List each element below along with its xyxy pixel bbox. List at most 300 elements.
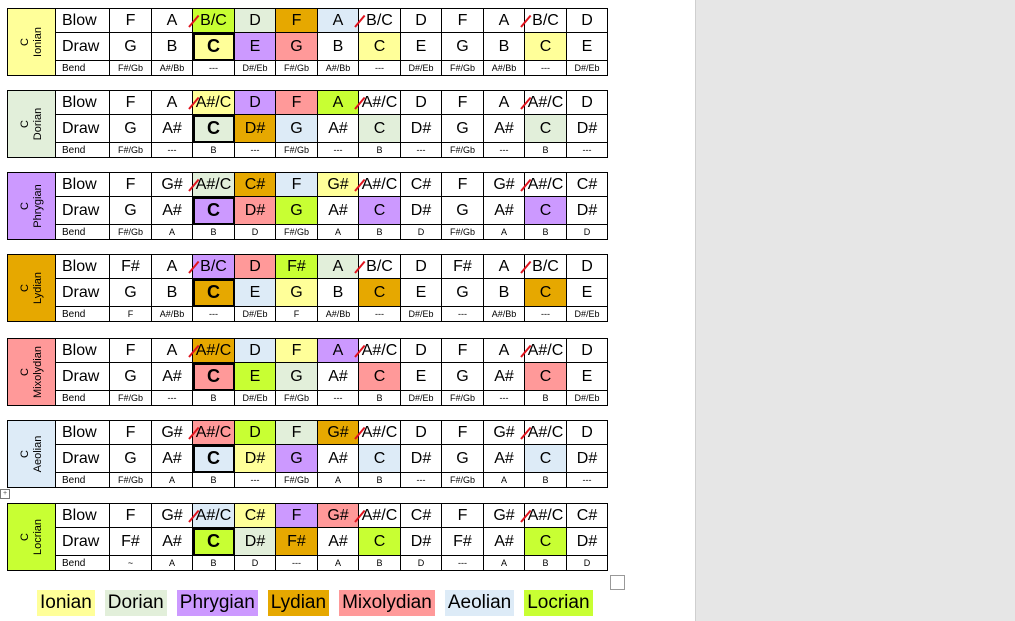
bend-hole-9: F#/Gb [442,143,484,158]
blow-hole-7: A#/C [359,173,401,197]
draw-hole-7: C [359,33,401,61]
bend-hole-3: B [193,556,235,571]
draw-hole-12: D# [567,445,608,473]
bend-hole-3: B [193,391,235,406]
bend-hole-1: ~ [110,556,152,571]
blow-hole-5: F# [276,255,318,279]
draw-hole-5: G [276,279,318,307]
blow-hole-7: B/C [359,255,401,279]
draw-hole-6: A# [318,528,359,556]
blow-hole-4: D [235,421,276,445]
mode-name-cell [8,339,56,406]
bend-hole-9: F#/Gb [442,391,484,406]
mode-name-label [19,108,45,140]
draw-hole-11: C [525,197,567,225]
mode-key-note: C [18,368,31,376]
blow-hole-6: G# [318,504,359,528]
blow-hole-6: A [318,255,359,279]
blow-label: Blow [56,9,110,33]
mode-name-label [19,346,45,398]
draw-label: Draw [56,279,110,307]
bend-hole-9: F#/Gb [442,225,484,240]
draw-hole-5: G [276,363,318,391]
blow-hole-10: A [484,255,525,279]
draw-hole-11: C [525,115,567,143]
draw-hole-12: D# [567,115,608,143]
blow-hole-4: D [235,91,276,115]
bend-label: Bend [56,61,110,76]
draw-row [8,197,608,225]
bend-hole-2: A [152,556,193,571]
blow-hole-4: C# [235,173,276,197]
draw-label: Draw [56,363,110,391]
draw-hole-3: C [193,115,235,143]
bend-hole-3: B [193,473,235,488]
blow-hole-12: D [567,9,608,33]
draw-hole-3: C [193,363,235,391]
blow-row [8,421,608,445]
mode-key-note: C [18,450,31,458]
mode-key-note: C [18,284,31,292]
bend-hole-3: B [193,225,235,240]
bend-hole-5: F#/Gb [276,143,318,158]
mode-name: Ionian [31,27,44,57]
draw-hole-12: D# [567,528,608,556]
blow-hole-1: F# [110,255,152,279]
draw-hole-10: A# [484,528,525,556]
draw-hole-11: C [525,363,567,391]
blow-hole-1: F [110,9,152,33]
draw-hole-10: A# [484,115,525,143]
draw-hole-6: B [318,33,359,61]
draw-hole-1: G [110,197,152,225]
mode-name: Phrygian [31,184,44,228]
draw-hole-4: D# [235,197,276,225]
blow-hole-5: F [276,504,318,528]
bend-hole-8: --- [401,473,442,488]
bend-label: Bend [56,473,110,488]
blow-hole-11: A#/C [525,173,567,197]
legend-lydian: Lydian [268,590,329,616]
draw-hole-11: C [525,33,567,61]
draw-hole-11: C [525,279,567,307]
draw-hole-7: C [359,363,401,391]
bend-hole-1: F#/Gb [110,143,152,158]
bend-hole-5: F#/Gb [276,225,318,240]
draw-hole-2: B [152,279,193,307]
blow-hole-2: G# [152,173,193,197]
mode-key-note: C [18,533,31,541]
blow-hole-6: A [318,91,359,115]
draw-hole-5: G [276,445,318,473]
draw-hole-3: C [193,33,235,61]
mode-name-label [19,519,45,555]
draw-hole-9: G [442,445,484,473]
bend-hole-12: --- [567,143,608,158]
draw-hole-9: G [442,197,484,225]
blow-hole-9: F [442,339,484,363]
mode-table-aeolian [7,420,608,488]
draw-hole-10: A# [484,363,525,391]
draw-label: Draw [56,33,110,61]
blow-hole-3: B/C [193,255,235,279]
bend-hole-6: A [318,556,359,571]
mode-key-note: C [18,120,31,128]
legend-aeolian: Aeolian [445,590,514,616]
bend-hole-3: --- [193,61,235,76]
bend-hole-1: F [110,307,152,322]
blow-hole-7: A#/C [359,421,401,445]
mode-table-lydian [7,254,608,322]
blow-hole-7: A#/C [359,339,401,363]
draw-row [8,363,608,391]
blow-hole-5: F [276,421,318,445]
bend-hole-7: B [359,225,401,240]
blow-hole-2: A [152,255,193,279]
blow-hole-4: C# [235,504,276,528]
blow-hole-4: D [235,9,276,33]
mode-table-dorian [7,90,608,158]
blow-hole-12: C# [567,173,608,197]
draw-hole-5: G [276,33,318,61]
draw-hole-4: E [235,279,276,307]
bend-hole-2: --- [152,391,193,406]
bend-row [8,473,608,488]
blow-label: Blow [56,255,110,279]
blow-row [8,9,608,33]
blow-hole-10: G# [484,504,525,528]
mode-name: Lydian [31,271,44,305]
draw-hole-8: E [401,279,442,307]
bend-hole-2: A [152,473,193,488]
bend-label: Bend [56,143,110,158]
blow-row [8,339,608,363]
bend-hole-11: B [525,473,567,488]
draw-hole-8: D# [401,528,442,556]
bend-hole-5: F#/Gb [276,473,318,488]
bend-label: Bend [56,391,110,406]
draw-row [8,528,608,556]
mode-name-cell [8,421,56,488]
mode-table-mixolydian [7,338,608,406]
bend-hole-6: A#/Bb [318,61,359,76]
draw-row [8,279,608,307]
mode-key-note: C [18,38,31,46]
bend-hole-1: F#/Gb [110,391,152,406]
draw-row [8,115,608,143]
blow-hole-5: F [276,9,318,33]
bend-row [8,556,608,571]
draw-hole-6: A# [318,115,359,143]
bend-hole-12: D#/Eb [567,61,608,76]
blow-hole-7: A#/C [359,504,401,528]
blow-hole-9: F [442,91,484,115]
draw-hole-8: D# [401,197,442,225]
mode-key-note: C [18,202,31,210]
bend-label: Bend [56,307,110,322]
draw-hole-8: E [401,33,442,61]
bend-hole-4: D#/Eb [235,307,276,322]
blow-hole-3: A#/C [193,91,235,115]
draw-hole-8: D# [401,445,442,473]
draw-hole-12: D# [567,197,608,225]
bend-hole-11: B [525,391,567,406]
blow-hole-6: G# [318,173,359,197]
legend-phrygian: Phrygian [177,590,258,616]
bend-hole-9: F#/Gb [442,61,484,76]
draw-hole-3: C [193,197,235,225]
draw-hole-7: C [359,115,401,143]
bend-hole-10: A [484,225,525,240]
mode-name-cell [8,255,56,322]
bend-row [8,143,608,158]
bend-hole-8: D#/Eb [401,61,442,76]
bend-hole-11: B [525,556,567,571]
bend-hole-7: B [359,143,401,158]
draw-hole-7: C [359,197,401,225]
blow-hole-9: F# [442,255,484,279]
side-panel [695,0,1015,621]
mode-table-phrygian [7,172,608,240]
bend-hole-11: B [525,143,567,158]
bend-hole-7: B [359,556,401,571]
table-move-handle-icon[interactable]: + [0,489,10,499]
bend-hole-12: --- [567,473,608,488]
bend-hole-11: --- [525,61,567,76]
blow-hole-12: D [567,339,608,363]
bend-hole-11: B [525,225,567,240]
draw-hole-2: A# [152,445,193,473]
draw-hole-12: E [567,279,608,307]
table-resize-handle[interactable] [610,575,625,590]
mode-name: Mixolydian [31,346,44,398]
draw-hole-4: D# [235,528,276,556]
draw-hole-9: G [442,115,484,143]
blow-hole-4: D [235,339,276,363]
draw-hole-5: G [276,197,318,225]
blow-hole-8: D [401,9,442,33]
draw-row [8,445,608,473]
draw-hole-8: D# [401,115,442,143]
blow-label: Blow [56,504,110,528]
blow-hole-8: D [401,255,442,279]
mode-name-label [19,436,45,473]
bend-hole-9: --- [442,307,484,322]
blow-label: Blow [56,421,110,445]
blow-hole-3: A#/C [193,504,235,528]
bend-hole-10: --- [484,391,525,406]
blow-hole-3: B/C [193,9,235,33]
blow-label: Blow [56,173,110,197]
mode-name: Dorian [31,107,44,141]
blow-hole-1: F [110,504,152,528]
draw-hole-4: E [235,363,276,391]
mode-name-cell [8,173,56,240]
bend-hole-10: A#/Bb [484,61,525,76]
blow-hole-3: A#/C [193,173,235,197]
bend-hole-7: B [359,473,401,488]
draw-hole-1: F# [110,528,152,556]
bend-hole-7: --- [359,61,401,76]
draw-hole-7: C [359,279,401,307]
bend-hole-8: D [401,556,442,571]
mode-name-cell [8,9,56,76]
bend-hole-6: A#/Bb [318,307,359,322]
blow-hole-9: F [442,504,484,528]
blow-hole-12: C# [567,504,608,528]
draw-label: Draw [56,528,110,556]
bend-hole-8: D [401,225,442,240]
draw-hole-3: C [193,445,235,473]
mode-name-label [19,184,45,227]
mode-name: Locrian [31,518,44,556]
blow-hole-10: A [484,339,525,363]
blow-hole-10: G# [484,421,525,445]
blow-hole-11: A#/C [525,91,567,115]
bend-row [8,61,608,76]
blow-hole-11: B/C [525,255,567,279]
draw-hole-8: E [401,363,442,391]
blow-hole-6: G# [318,421,359,445]
bend-hole-12: D#/Eb [567,307,608,322]
blow-hole-1: F [110,421,152,445]
bend-hole-4: D [235,225,276,240]
blow-hole-2: A [152,9,193,33]
bend-hole-10: A [484,473,525,488]
draw-hole-10: B [484,33,525,61]
bend-hole-4: D [235,556,276,571]
mode-name-cell [8,504,56,571]
draw-hole-1: G [110,279,152,307]
blow-hole-11: A#/C [525,421,567,445]
draw-hole-1: G [110,115,152,143]
bend-hole-3: --- [193,307,235,322]
blow-hole-8: D [401,421,442,445]
draw-hole-12: E [567,363,608,391]
draw-hole-3: C [193,528,235,556]
bend-hole-5: F#/Gb [276,61,318,76]
draw-hole-1: G [110,33,152,61]
blow-hole-2: G# [152,504,193,528]
blow-hole-12: D [567,421,608,445]
blow-hole-9: F [442,173,484,197]
blow-row [8,91,608,115]
blow-label: Blow [56,91,110,115]
draw-hole-11: C [525,445,567,473]
draw-hole-2: A# [152,197,193,225]
draw-hole-10: B [484,279,525,307]
blow-hole-11: A#/C [525,504,567,528]
bend-hole-5: F#/Gb [276,391,318,406]
bend-label: Bend [56,556,110,571]
bend-hole-9: F#/Gb [442,473,484,488]
blow-row [8,504,608,528]
blow-hole-3: A#/C [193,339,235,363]
legend-locrian: Locrian [524,590,592,616]
bend-hole-10: --- [484,143,525,158]
bend-hole-3: B [193,143,235,158]
blow-hole-5: F [276,91,318,115]
draw-hole-1: G [110,445,152,473]
bend-hole-1: F#/Gb [110,225,152,240]
mode-name-cell [8,91,56,158]
bend-hole-5: F [276,307,318,322]
draw-hole-1: G [110,363,152,391]
blow-hole-8: C# [401,173,442,197]
bend-hole-6: --- [318,391,359,406]
bend-hole-11: --- [525,307,567,322]
bend-hole-6: A [318,473,359,488]
draw-label: Draw [56,197,110,225]
draw-hole-2: B [152,33,193,61]
bend-hole-12: D [567,556,608,571]
draw-hole-3: C [193,279,235,307]
draw-hole-6: A# [318,363,359,391]
bend-hole-4: D#/Eb [235,391,276,406]
bend-hole-1: F#/Gb [110,473,152,488]
blow-row [8,255,608,279]
draw-hole-4: D# [235,115,276,143]
bend-hole-8: D#/Eb [401,391,442,406]
draw-hole-9: F# [442,528,484,556]
mode-table-ionian [7,8,608,76]
draw-hole-2: A# [152,363,193,391]
blow-hole-1: F [110,173,152,197]
mode-name-label [19,27,45,57]
bend-hole-7: --- [359,307,401,322]
blow-hole-8: C# [401,504,442,528]
draw-hole-11: C [525,528,567,556]
blow-hole-2: A [152,91,193,115]
bend-hole-5: --- [276,556,318,571]
blow-hole-6: A [318,339,359,363]
draw-hole-6: B [318,279,359,307]
blow-hole-2: G# [152,421,193,445]
bend-hole-2: A [152,225,193,240]
draw-hole-2: A# [152,528,193,556]
bend-hole-12: D [567,225,608,240]
blow-hole-9: F [442,9,484,33]
draw-hole-10: A# [484,197,525,225]
bend-hole-8: D#/Eb [401,307,442,322]
blow-hole-1: F [110,339,152,363]
bend-hole-2: A#/Bb [152,61,193,76]
blow-label: Blow [56,339,110,363]
blow-hole-5: F [276,173,318,197]
blow-hole-11: B/C [525,9,567,33]
draw-hole-7: C [359,445,401,473]
blow-hole-8: D [401,339,442,363]
bend-hole-4: D#/Eb [235,61,276,76]
blow-hole-2: A [152,339,193,363]
bend-row [8,307,608,322]
blow-hole-7: A#/C [359,91,401,115]
draw-hole-5: G [276,115,318,143]
bend-hole-12: D#/Eb [567,391,608,406]
draw-hole-4: D# [235,445,276,473]
draw-hole-9: G [442,279,484,307]
blow-hole-4: D [235,255,276,279]
draw-hole-12: E [567,33,608,61]
draw-hole-6: A# [318,445,359,473]
bend-hole-9: --- [442,556,484,571]
blow-hole-10: A [484,91,525,115]
blow-hole-10: G# [484,173,525,197]
draw-hole-6: A# [318,197,359,225]
bend-hole-4: --- [235,143,276,158]
mode-name-label [19,272,45,304]
bend-row [8,391,608,406]
